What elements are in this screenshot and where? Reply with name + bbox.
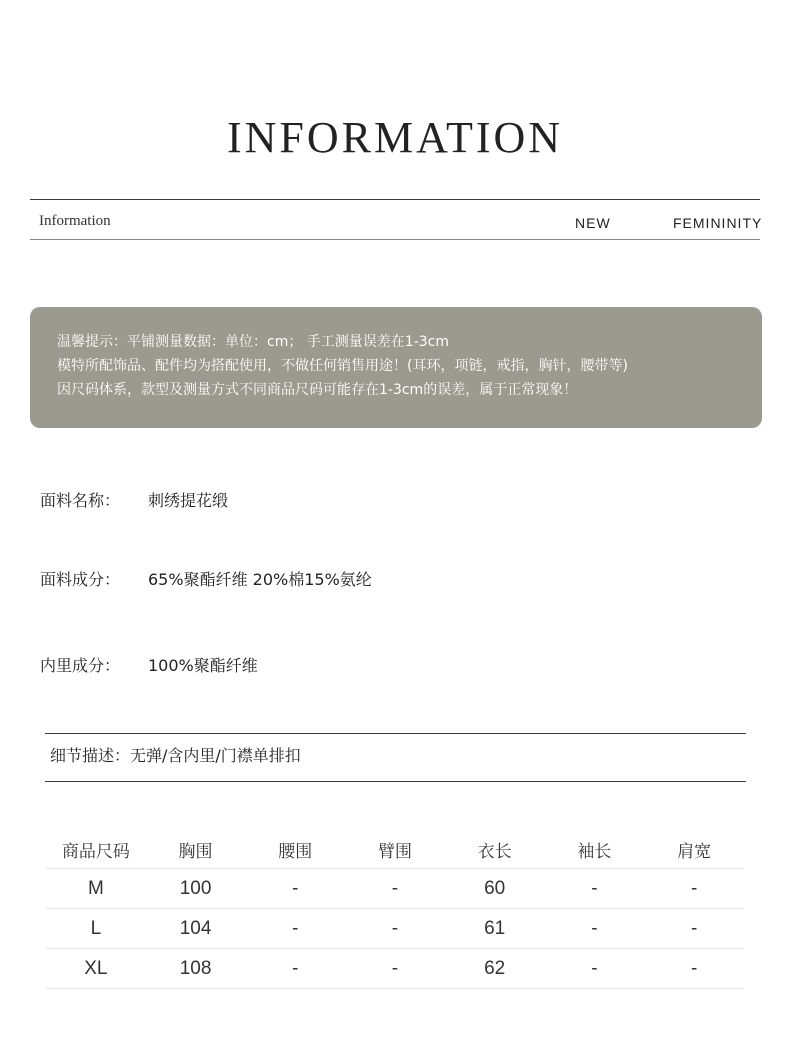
fabric-composition-row <box>40 569 372 591</box>
header-shoulder: 肩宽 <box>677 841 712 862</box>
page-title: INFORMATION <box>226 113 564 162</box>
fabric-name-value: 刺绣提花缎 <box>148 491 229 510</box>
notice-line: 模特所配饰品、配件均为搭配使用，不做任何销售用途！(耳环，项链，戒指，胸针，腰带等) <box>57 358 628 374</box>
table-cell: - <box>345 869 445 909</box>
subheader-femininity: FEMININITY <box>673 215 763 231</box>
size-table <box>46 830 744 989</box>
detail-bottom-divider <box>45 781 746 782</box>
table-cell: - <box>644 869 744 909</box>
detail-label: 细节描述： <box>50 746 131 765</box>
header-chest: 胸围 <box>178 841 213 862</box>
header-sleeve: 袖长 <box>577 841 612 862</box>
table-cell: - <box>644 949 744 989</box>
table-row <box>46 909 744 949</box>
table-cell: 62 <box>445 949 545 989</box>
subheader-new: NEW <box>575 215 611 231</box>
fabric-name-label: 面料名称： <box>40 491 121 510</box>
table-cell: M <box>46 869 146 909</box>
header-arm: 臂围 <box>377 841 412 862</box>
header-length: 衣长 <box>477 841 512 862</box>
notice-line: 温馨提示：平铺测量数据：单位：cm； 手工测量误差在1-3cm <box>57 334 449 350</box>
detail-top-divider <box>45 733 746 734</box>
detail-row <box>50 745 301 767</box>
table-cell: - <box>545 949 645 989</box>
table-cell: - <box>545 869 645 909</box>
notice-line: 因尺码体系，款型及测量方式不同商品尺码可能存在1-3cm的误差，属于正常现象！ <box>57 382 578 398</box>
table-cell: - <box>245 949 345 989</box>
table-cell: - <box>245 909 345 949</box>
table-cell: L <box>46 909 146 949</box>
header-bottom-divider <box>30 239 760 240</box>
table-cell: - <box>245 869 345 909</box>
table-cell: - <box>644 909 744 949</box>
notice-box <box>30 307 762 428</box>
header-size: 商品尺码 <box>61 841 130 862</box>
table-row <box>46 869 744 909</box>
lining-composition-value: 100%聚酯纤维 <box>148 656 258 675</box>
table-cell: 100 <box>146 869 246 909</box>
table-cell: 108 <box>146 949 246 989</box>
lining-composition-row <box>40 655 258 677</box>
fabric-composition-label: 面料成分： <box>40 570 121 589</box>
table-row <box>46 949 744 989</box>
table-cell: 104 <box>146 909 246 949</box>
table-cell: - <box>545 909 645 949</box>
fabric-composition-value: 65%聚酯纤维 20%棉15%氨纶 <box>148 570 372 589</box>
subheader-information: Information <box>39 213 111 229</box>
table-cell: - <box>345 949 445 989</box>
table-cell: XL <box>46 949 146 989</box>
detail-value: 无弹/含内里/门襟单排扣 <box>130 746 301 765</box>
table-cell: 60 <box>445 869 545 909</box>
fabric-name-row <box>40 490 228 512</box>
header-waist: 腰围 <box>278 841 313 862</box>
table-cell: 61 <box>445 909 545 949</box>
header-top-divider <box>30 199 760 200</box>
size-table-header <box>46 830 744 869</box>
table-cell: - <box>345 909 445 949</box>
lining-composition-label: 内里成分： <box>40 656 121 675</box>
